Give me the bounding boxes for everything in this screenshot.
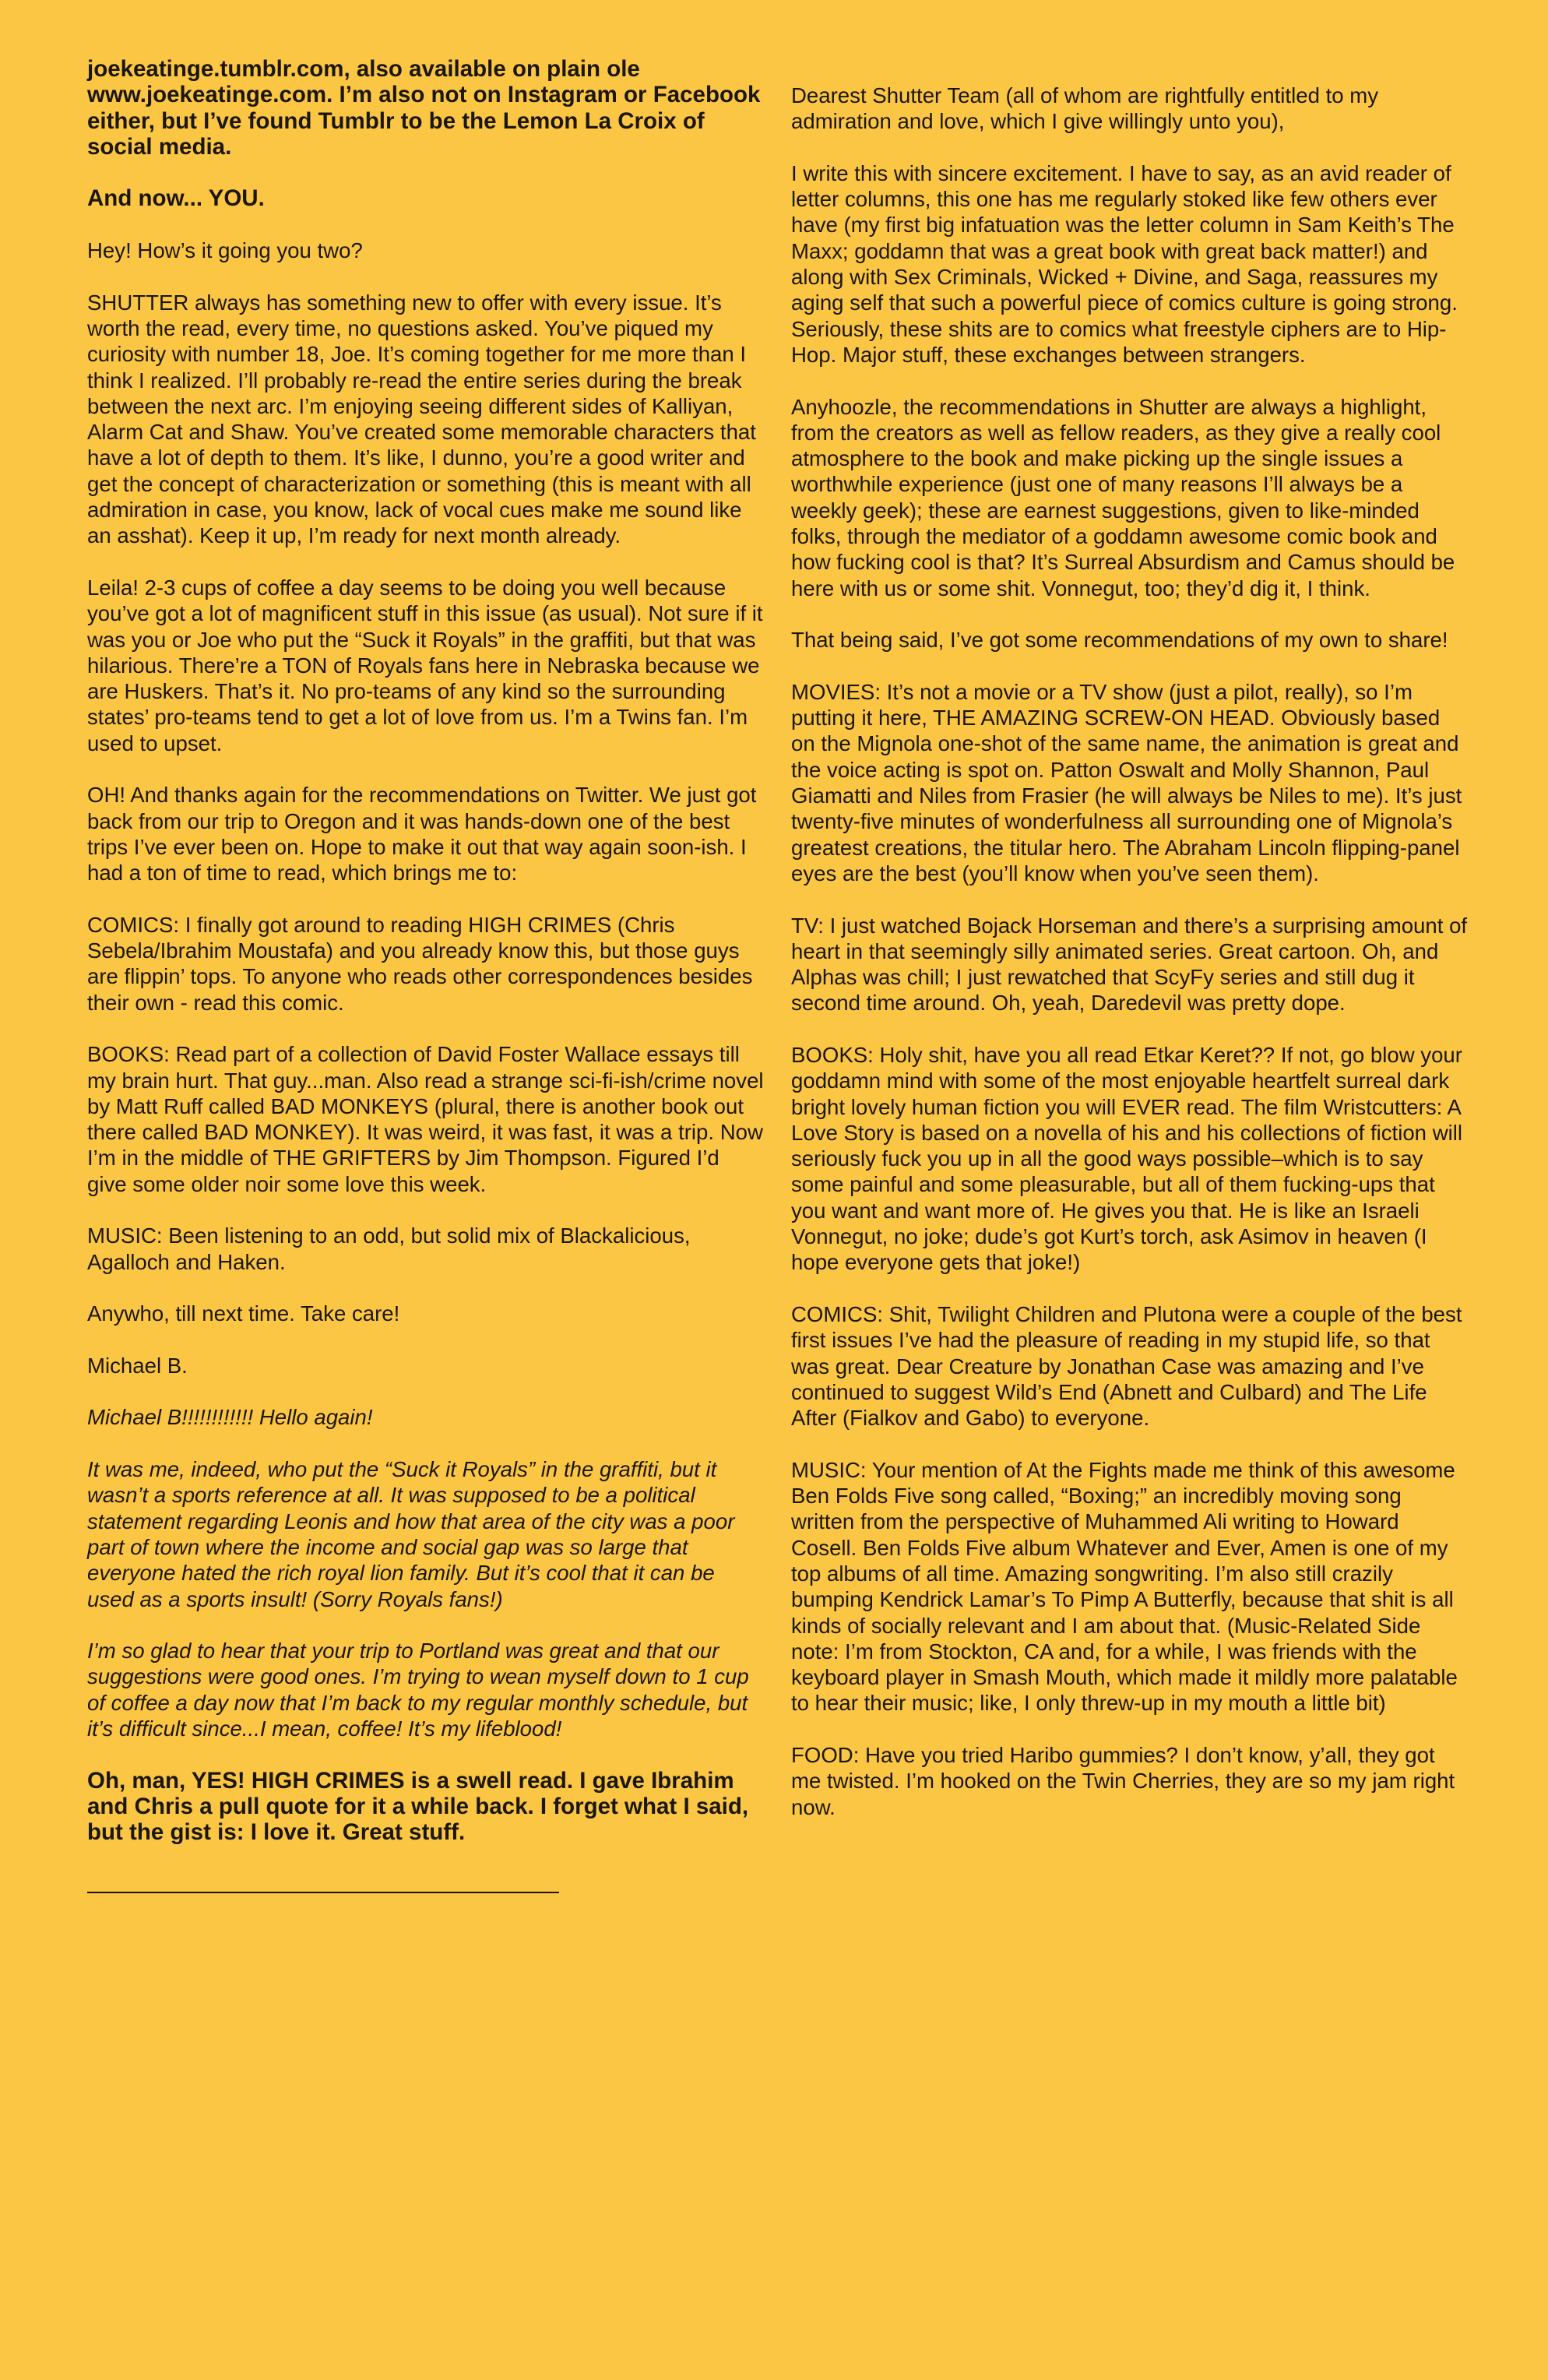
letter-paragraph: Leila! 2-3 cups of coffee a day seems to be doing you well because you’ve got a lot of magnificent stuff in this issue (as usual). Not sure if it was you or Joe who put the “Suck it Royals” in the graffiti, but that was hilarious. There’re a TON of Royals fans here in Nebraska because we are Huskers. That’s it. No pro-teams of any kind so the surrounding states’ pro-teams tend to get a lot of love from us. I’m a Twins fan. I’m used to upset. — [87, 575, 763, 755]
letter-paragraph: Anyhoozle, the recommendations in Shutter are always a highlight, from the creators as well as fellow readers, as they give a really cool atmosphere to the book and make picking up the single issues a worthwhile experience (just one of many reasons I’ll always be a weekly geek); these are earnest suggestions, given to like-minded folks, through the mediator of a goddamn awesome comic book and how fucking cool is that? It’s Surreal Absurdism and Camus should be here with us or some shit. Vonnegut, too; they’d dig it, I think. — [791, 394, 1455, 600]
letter-paragraph-comics: COMICS: I finally got around to reading HIGH CRIMES (Chris Sebela/Ibrahim Moustafa) and you already know this, but those guys are flippin’ tops. To anyone who reads other correspondences besides their own - read this comic. — [87, 912, 753, 1015]
section-heading: And now... YOU. — [87, 185, 265, 212]
reply-paragraph: I’m so glad to hear that your trip to Portland was great and that our suggestions were good ones. I’m trying to wean myself down to 1 cup of coffee a day now that I’m back to my regular monthly schedule, but it’s difficult since...I mean, coffee! It’s my lifeblood! — [87, 1639, 749, 1741]
reply-greeting: Michael B!!!!!!!!!!!! Hello again! — [87, 1405, 373, 1430]
letter-paragraph-food: FOOD: Have you tried Haribo gummies? I don’t know, y’all, they got me twisted. I’m hooked on the Twin Cherries, they are so my jam right now. — [791, 1743, 1455, 1819]
reply-paragraph: It was me, indeed, who put the “Suck it Royals” in the graffiti, but it wasn’t a sports reference at all. It was supposed to be a political statement regarding Leonis and how that area of the city was a poor part of town where the income and social gap was so large that everyone hated the rich royal lion family. But it’s cool that it can be used as a sports insult! (Sorry Royals fans!) — [87, 1457, 735, 1611]
letter-signature: Michael B. — [87, 1353, 188, 1378]
letter-paragraph-music: MUSIC: Been listening to an odd, but solid mix of Blackalicious, Agalloch and Haken. — [87, 1223, 691, 1274]
letter-paragraph-tv: TV: I just watched Bojack Horseman and there’s a surprising amount of heart in that seemingly silly animated series. Great cartoon. Oh, and Alphas was chill; I just rewatched that ScyFy series and still dug it second time around. Oh, yeah, Daredevil was pretty dope. — [791, 913, 1468, 1016]
letter-paragraph-books: BOOKS: Holy shit, have you all read Etkar Keret?? If not, go blow your goddamn mind with some of the most enjoyable heartfelt surreal dark bright lovely human fiction you will EVER read. The film Wristcutters: A Love Story is based on a novella of his and his collections of fiction will seriously fuck you up in all the good ways possible–which is to say some painful and some pleasurable, but all of them fucking-ups that you want and want more of. He gives you that. He is like an Israeli Vonnegut, no joke; dude’s got Kurt’s torch, ask Asimov in heaven (I hope everyone gets that joke!) — [791, 1042, 1463, 1275]
letter-paragraph: OH! And thanks again for the recommendations on Twitter. We just got back from our trip to Oregon and it was hands-down one of the best trips I’ve ever been on. Hope to make it out that way again soon-ish. I had a ton of time to read, which brings me to: — [87, 783, 757, 885]
letter-greeting: Dearest Shutter Team (all of whom are rightfully entitled to my admiration and love, which I give willingly unto you), — [791, 83, 1379, 134]
letter-paragraph: I write this with sincere excitement. I have to say, as an avid reader of letter columns, this one has me regularly stoked like few others ever have (my first big infatuation was the letter column in Sam Keith’s The Maxx; goddamn that was a great book with great back matter!) and along with Sex Criminals, Wicked + Divine, and Saga, reassures my aging self that such a powerful piece of comics culture is going strong. Seriously, these shits are to comics what freestyle ciphers are to Hip-Hop. Major stuff, these exchanges between strangers. — [791, 160, 1458, 367]
letter-paragraph-music: MUSIC: Your mention of At the Fights made me think of this awesome Ben Folds Five song called, “Boxing;” an incredibly moving song written from the perspective of Muhammed Ali writing to Howard Cosell. Ben Folds Five album Whatever and Ever, Amen is one of my top albums of all time. Amazing songwriting. I’m also still crazily bumping Kendrick Lamar’s To Pimp A Butterfly, because that shit is all kinds of socially relevant and I am about that. (Music-Related Side note: I’m from Stockton, CA and, for a while, I was friends with the keyboard player in Smash Mouth, which made it mildly more palatable to hear their music; like, I only threw-up in my mouth a little bit) — [791, 1457, 1458, 1716]
letter-paragraph: SHUTTER always has something new to offer with every issue. It’s worth the read, every time, no questions asked. You’ve piqued my curiosity with number 18, Joe. It’s coming together for me more than I think I realized. I’ll probably re-read the entire series during the break between the next arc. I’m enjoying seeing different sides of Kalliyan, Alarm Cat and Shaw. You’ve created some memorable characters that have a lot of depth to them. It’s like, I dunno, you’re a good writer and get the concept of characterization or something (this is meant with all admiration in case, you know, lack of vocal cues make me sound like an asshat). Keep it up, I’m ready for next month already. — [87, 290, 756, 548]
letter-paragraph-comics: COMICS: Shit, Twilight Children and Plutona were a couple of the best first issues I’ve had the pleasure of reading in my stupid life, so that was great. Dear Creature by Jonathan Case was amazing and I’ve continued to suggest Wild’s End (Abnett and Culbard) and The Life After (Fialkov and Gabo) to everyone. — [791, 1301, 1462, 1431]
divider-rule — [87, 1892, 559, 1893]
letter-paragraph: That being said, I’ve got some recommendations of my own to share! — [791, 628, 1448, 653]
letter-greeting: Hey! How’s it going you two? — [87, 238, 363, 263]
intro-paragraph: joekeatinge.tumblr.com, also available on plain ole www.joekeatinge.com. I’m also not on Instagram or Facebook either, but I’ve found Tumblr to be the Lemon La Croix of social media. — [87, 56, 761, 160]
left-column — [87, 56, 765, 1893]
letter-signoff: Anywho, till next time. Take care! — [87, 1301, 400, 1326]
right-column — [791, 83, 1469, 1846]
letter-paragraph-books: BOOKS: Read part of a collection of David Foster Wallace essays till my brain hurt. That guy...man. Also read a strange sci-fi-ish/crime novel by Matt Ruff called BAD MONKEYS (plural, there is another book out there called BAD MONKEY). It was weird, it was fast, it was a trip. Now I’m in the middle of THE GRIFTERS by Jim Thompson. Figured I’d give some older noir some love this week. — [87, 1042, 764, 1196]
reply-bold-paragraph: Oh, man, YES! HIGH CRIMES is a swell read. I gave Ibrahim and Chris a pull quote for it a while back. I forget what I said, but the gist is: I love it. Great stuff. — [87, 1767, 749, 1846]
letter-paragraph-movies: MOVIES: It’s not a movie or a TV show (just a pilot, really), so I’m putting it here, THE AMAZING SCREW-ON HEAD. Obviously based on the Mignola one-shot of the same name, the animation is great and the voice acting is spot on. Patton Oswalt and Molly Shannon, Paul Giamatti and Niles from Frasier (he will always be Niles to me). It’s just twenty-five minutes of wonderfulness all surrounding one of Mignola’s greatest creations, the titular hero. The Abraham Lincoln flipping-panel eyes are the best (you’ll know when you’ve seen them). — [791, 679, 1462, 885]
